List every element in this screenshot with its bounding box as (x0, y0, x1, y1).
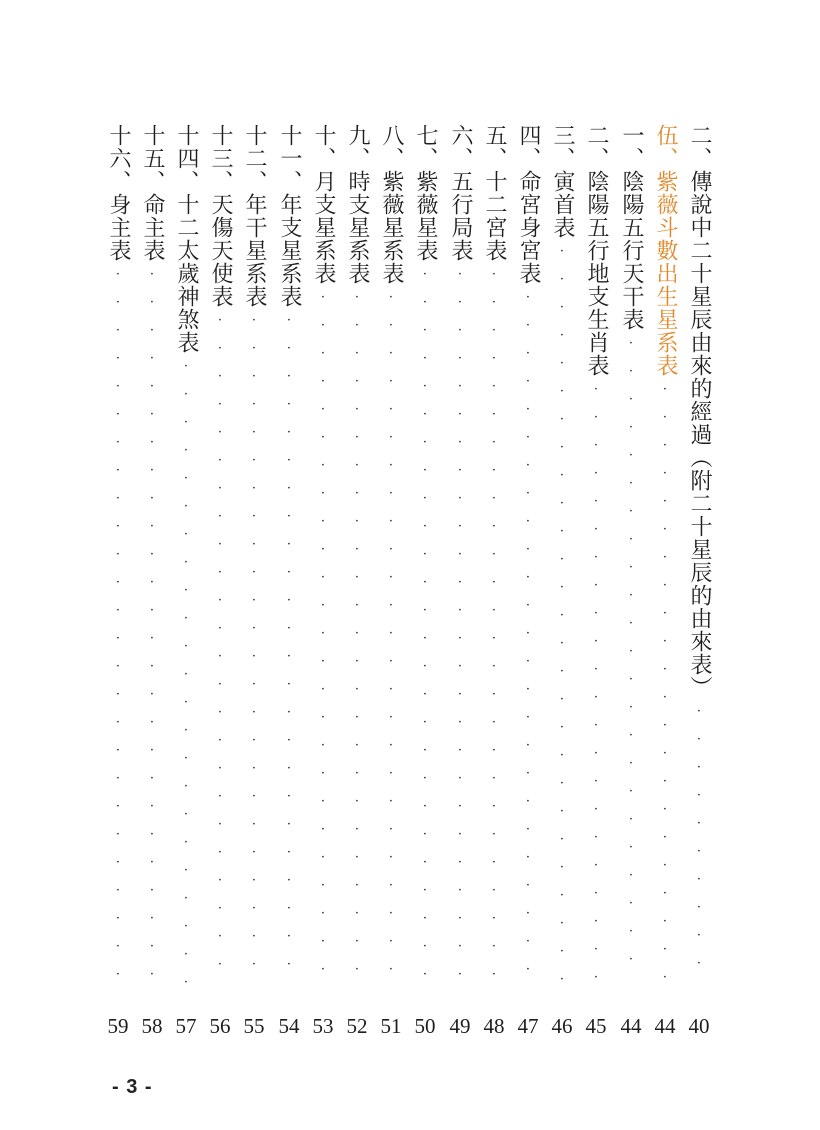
dot-leader: · · · · · · · · · · · · · · · · · · · · · · · · · · (115, 268, 121, 982)
dot-leader: · · · · · · · · · · · · · · · · · · · · · · (593, 383, 599, 985)
toc-entry (205, 124, 235, 1004)
toc-page-number: 51 (380, 1014, 402, 1038)
dot-leader: · · · · · · · · · · · · · · · · · · · · · · · (628, 337, 634, 967)
toc-page-number: 50 (414, 1014, 436, 1038)
dot-leader: · · · · · · · · · · · · · · · · · · · · · · · · · · (457, 268, 463, 982)
toc-page-number: 56 (209, 1014, 231, 1038)
section-heading: 伍、紫薇斗數出生星系表 (653, 124, 678, 377)
toc-entry-title: 十五、命主表 (140, 124, 165, 262)
toc-page-number: 55 (243, 1014, 265, 1038)
toc-entry-title: 十三、天傷天使表 (208, 124, 233, 308)
dot-leader: · · · · · · · · · · · · · · · · · · · · · · · · · (388, 291, 394, 977)
dot-leader: · · · · · · · · · · (696, 705, 702, 971)
toc-entry (479, 124, 509, 1004)
dot-leader: · · · · · · · · · · · · · · · · · · · · · · · · · (525, 291, 531, 977)
dot-leader: · · · · · · · · · · · · · · · · · · · · · · · · (251, 314, 257, 972)
toc-entry (445, 124, 475, 1004)
toc-entry (308, 124, 338, 1004)
toc-entry (171, 124, 201, 1004)
toc-entry (513, 124, 543, 1004)
toc-entry-title: 十六、身主表 (106, 124, 131, 262)
toc-entry (376, 124, 406, 1004)
toc-entry-title: 二、陰陽五行地支生肖表 (584, 124, 609, 377)
dot-leader: · · · · · · · · · · · · · · · · · · · · · · · · (286, 314, 292, 972)
dot-leader: · · · · · · · · · · · · · · · · · · · · · · (662, 383, 668, 985)
footer-page-number: - 3 - (112, 1076, 153, 1098)
toc-entry-title: 二、傳說中二十星辰由來的經過（附二十星辰的由來表） (687, 124, 712, 699)
dot-leader: · · · · · · · · · · · · · · · · · · · · · · · · · · (491, 268, 497, 982)
toc-entry-title: 三、寅首表 (550, 124, 575, 239)
toc-entry (650, 124, 680, 1004)
toc-page-number: 48 (483, 1014, 505, 1038)
toc-entry (616, 124, 646, 1004)
toc-page-number: 57 (175, 1014, 197, 1038)
toc-entry (547, 124, 577, 1004)
toc-page-number: 44 (620, 1014, 642, 1038)
toc-entry-title: 九、時支星系表 (345, 124, 370, 285)
toc-page-number: 54 (278, 1014, 300, 1038)
dot-leader: · · · · · · · · · · · · · · · · · · · · · · · (183, 360, 189, 990)
toc-entry-title: 六、五行局表 (448, 124, 473, 262)
toc-page-number: 58 (141, 1014, 163, 1038)
toc-entry (410, 124, 440, 1004)
toc-page-number: 47 (517, 1014, 539, 1038)
toc-entry-title: 十一、年支星系表 (277, 124, 302, 308)
dot-leader: · · · · · · · · · · · · · · · · · · · · · · · · · (320, 291, 326, 977)
toc-entry-title: 十、月支星系表 (311, 124, 336, 285)
dot-leader: · · · · · · · · · · · · · · · · · · · · · · · · · (354, 291, 360, 977)
toc-entry-title: 八、紫薇星系表 (379, 124, 404, 285)
toc-entry-title: 十四、十二太歲神煞表 (174, 124, 199, 354)
toc-entry (239, 124, 269, 1004)
dot-leader: · · · · · · · · · · · · · · · · · · · · · · · · (217, 314, 223, 972)
toc-entry (103, 124, 133, 1004)
dot-leader: · · · · · · · · · · · · · · · · · · · · · · · · · · · (559, 245, 565, 987)
toc-page-number: 46 (551, 1014, 573, 1038)
toc-page-number: 44 (654, 1014, 676, 1038)
toc-page-number: 53 (312, 1014, 334, 1038)
dot-leader: · · · · · · · · · · · · · · · · · · · · · · · · · · (422, 268, 428, 982)
toc-entry (684, 124, 714, 1004)
toc-entry-title: 一、陰陽五行天干表 (619, 124, 644, 331)
dot-leader: · · · · · · · · · · · · · · · · · · · · · · · · · · (149, 268, 155, 982)
toc-page-number: 59 (107, 1014, 129, 1038)
toc-entry-title: 五、十二宮表 (482, 124, 507, 262)
toc-entry (342, 124, 372, 1004)
toc-entry-title: 四、命宮身宮表 (516, 124, 541, 285)
toc-page-number: 45 (585, 1014, 607, 1038)
toc-entry-title: 十二、年干星系表 (242, 124, 267, 308)
toc-page-number: 49 (449, 1014, 471, 1038)
toc-entry (274, 124, 304, 1004)
toc-entry-title: 七、紫薇星表 (413, 124, 438, 262)
toc-entry (581, 124, 611, 1004)
toc-page-number: 52 (346, 1014, 368, 1038)
toc-page-number: 40 (688, 1014, 710, 1038)
toc-entry (137, 124, 167, 1004)
